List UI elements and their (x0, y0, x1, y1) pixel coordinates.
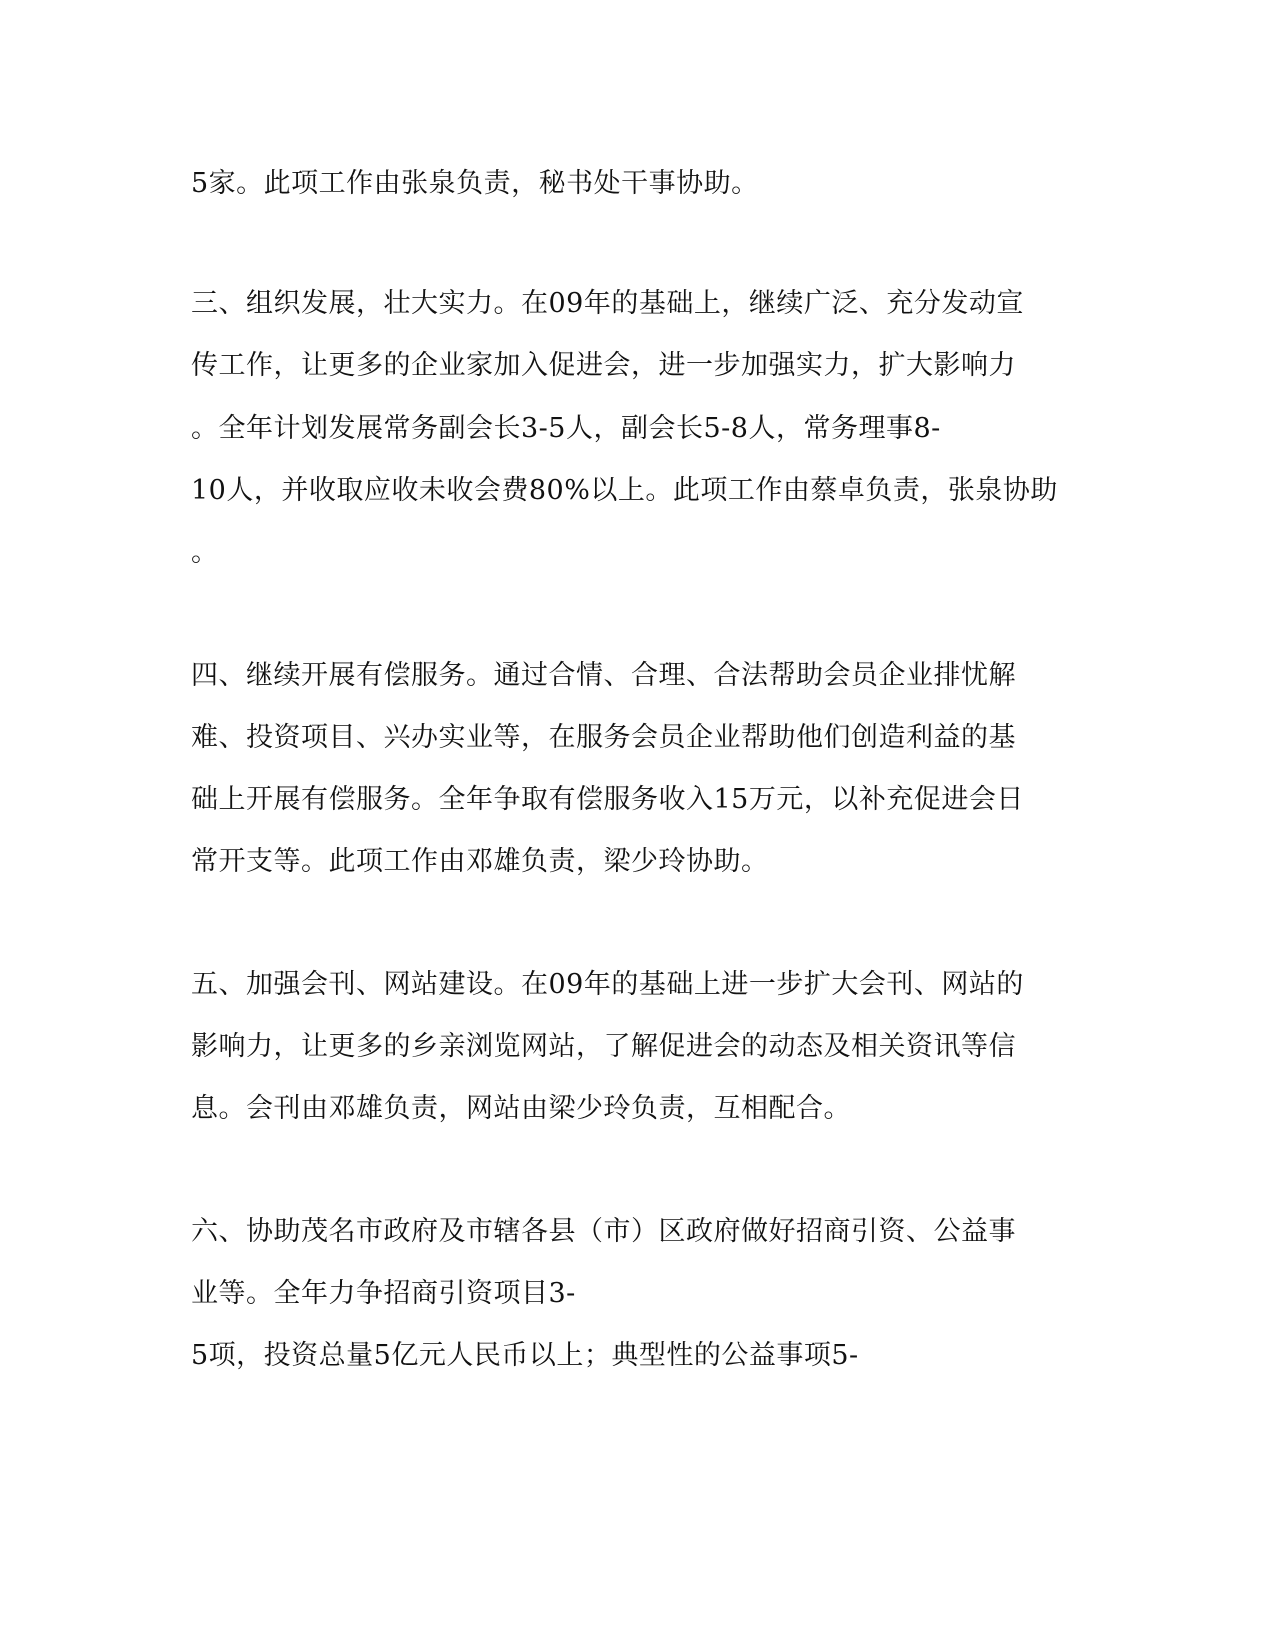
paragraph-three-line-5: 。 (191, 537, 219, 568)
paragraph-four-line-2: 难、投资项目、兴办实业等，在服务会员企业帮助他们创造利益的基 (191, 722, 1016, 753)
paragraph-five-line-2: 影响力，让更多的乡亲浏览网站，了解促进会的动态及相关资讯等信 (191, 1031, 1016, 1062)
paragraph-six-line-1: 六、协助茂名市政府及市辖各县（市）区政府做好招商引资、公益事 (191, 1216, 1016, 1247)
paragraph-six-line-3: 5项，投资总量5亿元人民币以上；典型性的公益事项5- (191, 1340, 859, 1371)
paragraph-four-line-3: 础上开展有偿服务。全年争取有偿服务收入15万元，以补充促进会日 (191, 784, 1024, 815)
paragraph-six-line-2: 业等。全年力争招商引资项目3- (191, 1278, 576, 1309)
paragraph-four-line-4: 常开支等。此项工作由邓雄负责，梁少玲协助。 (191, 846, 769, 877)
paragraph-four-line-1: 四、继续开展有偿服务。通过合情、合理、合法帮助会员企业排忧解 (191, 660, 1016, 691)
paragraph-three-line-4: 10人，并收取应收未收会费80%以上。此项工作由蔡卓负责，张泉协助 (191, 475, 1058, 506)
paragraph-five-line-1: 五、加强会刊、网站建设。在09年的基础上进一步扩大会刊、网站的 (191, 969, 1024, 1000)
paragraph-five-line-3: 息。会刊由邓雄负责，网站由梁少玲负责，互相配合。 (191, 1093, 851, 1124)
paragraph-three-line-2: 传工作，让更多的企业家加入促进会，进一步加强实力，扩大影响力 (191, 350, 1016, 381)
paragraph-continued-line-1: 5家。此项工作由张泉负责，秘书处干事协助。 (191, 168, 759, 199)
paragraph-three-line-3: 。全年计划发展常务副会长3-5人，副会长5-8人，常务理事8- (191, 413, 941, 444)
paragraph-three-line-1: 三、组织发展，壮大实力。在09年的基础上，继续广泛、充分发动宣 (191, 288, 1024, 319)
